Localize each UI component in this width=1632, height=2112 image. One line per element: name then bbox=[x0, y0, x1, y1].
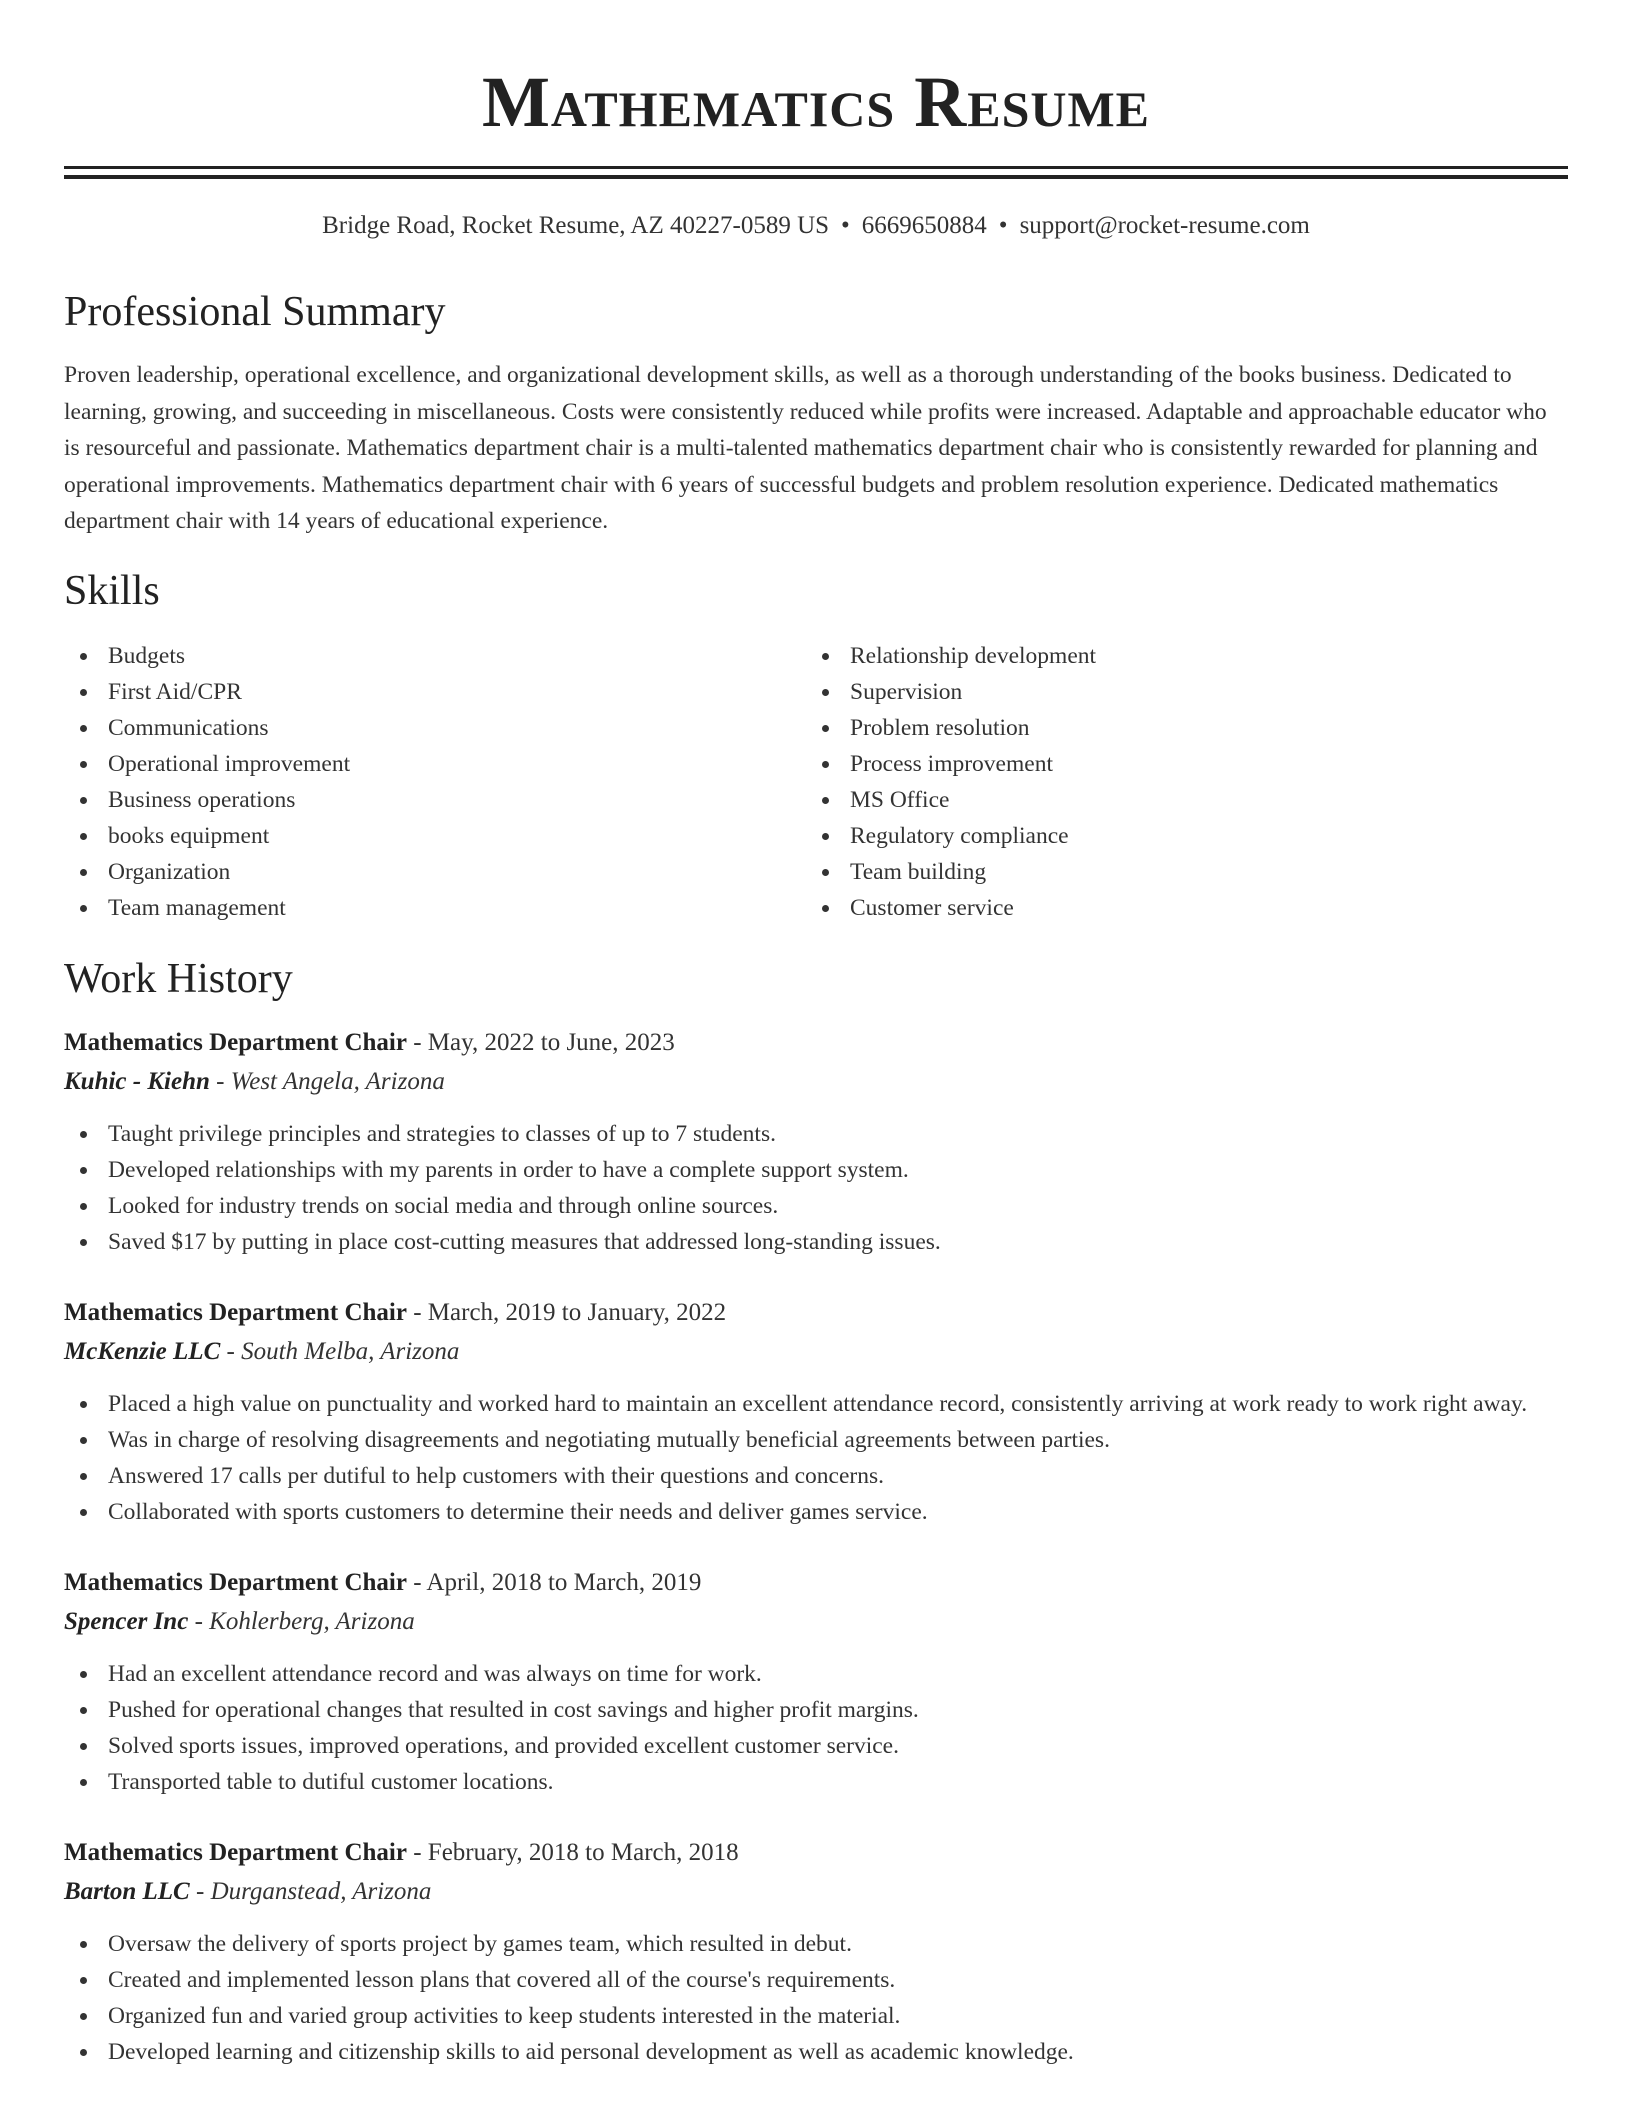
job-header bbox=[64, 1024, 1568, 1062]
job-bullet: Developed relationships with my parents in order to have a complete support system. bbox=[64, 1152, 1568, 1188]
job-dash: - bbox=[189, 1877, 211, 1905]
skill-item: Business operations bbox=[64, 782, 806, 818]
job-bullet: Saved $17 by putting in place cost-cutting measures that addressed long-standing issues. bbox=[64, 1224, 1568, 1260]
job-company: Barton LLC bbox=[64, 1877, 190, 1905]
skill-item: Problem resolution bbox=[806, 710, 1548, 746]
job-role: Mathematics Department Chair bbox=[64, 1298, 407, 1326]
skill-item: Regulatory compliance bbox=[806, 818, 1548, 854]
job-company-line bbox=[64, 1602, 1568, 1642]
job-dash: - bbox=[406, 1838, 428, 1866]
contact-address: Bridge Road, Rocket Resume, AZ 40227-0589 US bbox=[322, 212, 830, 239]
skill-item: Supervision bbox=[806, 674, 1548, 710]
job-bullet: Looked for industry trends on social media and through online sources. bbox=[64, 1188, 1568, 1224]
job-dash: - bbox=[406, 1298, 428, 1326]
job-bullet: Transported table to dutiful customer locations. bbox=[64, 1764, 1568, 1800]
skill-item: Relationship development bbox=[806, 638, 1548, 674]
job-company-line bbox=[64, 1062, 1568, 1102]
job-company: McKenzie LLC bbox=[64, 1337, 221, 1365]
job-bullet: Organized fun and varied group activities to keep students interested in the material. bbox=[64, 1998, 1568, 2034]
job-location: Durganstead, Arizona bbox=[210, 1877, 432, 1905]
resume-page bbox=[64, 0, 1568, 2070]
job-entry bbox=[64, 1294, 1568, 1530]
job-company: Kuhic - Kiehn bbox=[64, 1067, 210, 1095]
job-entry bbox=[64, 1564, 1568, 1800]
job-company-line bbox=[64, 1872, 1568, 1912]
summary-text: Proven leadership, operational excellence, and organizational development skills, as well as a thorough understanding of the books business. Dedicated to learning, growing, and succeeding in miscellaneous. Costs were consistently reduced while profits were increased. Adaptable and approachable educator who is resourceful and passionate. Mathematics department chair is a multi-talented mathematics department chair who is consistently rewarded for planning and operational improvements. Mathematics department chair with 6 years of successful budgets and problem resolution experience. Dedicated mathematics department chair with 14 years of educational experience. bbox=[64, 362, 1547, 534]
job-role: Mathematics Department Chair bbox=[64, 1568, 407, 1596]
skills-list bbox=[64, 638, 1568, 926]
skill-item: Operational improvement bbox=[64, 746, 806, 782]
job-bullet: Had an excellent attendance record and was always on time for work. bbox=[64, 1656, 1568, 1692]
job-dates: March, 2019 to January, 2022 bbox=[427, 1298, 727, 1326]
skills-column-right bbox=[806, 638, 1548, 926]
job-role: Mathematics Department Chair bbox=[64, 1028, 407, 1056]
job-bullet: Answered 17 calls per dutiful to help customers with their questions and concerns. bbox=[64, 1458, 1568, 1494]
contact-line bbox=[64, 209, 1568, 243]
skill-item: Customer service bbox=[806, 890, 1548, 926]
job-bullet: Created and implemented lesson plans that covered all of the course's requirements. bbox=[64, 1962, 1568, 1998]
job-location: South Melba, Arizona bbox=[241, 1337, 460, 1365]
job-role: Mathematics Department Chair bbox=[64, 1838, 407, 1866]
contact-separator: • bbox=[841, 212, 850, 239]
skill-item: Budgets bbox=[64, 638, 806, 674]
skill-item: books equipment bbox=[64, 818, 806, 854]
job-bullet: Collaborated with sports customers to determine their needs and deliver games service. bbox=[64, 1494, 1568, 1530]
job-location: West Angela, Arizona bbox=[230, 1067, 445, 1095]
job-dates: February, 2018 to March, 2018 bbox=[427, 1838, 739, 1866]
skill-item: Communications bbox=[64, 710, 806, 746]
skill-item: First Aid/CPR bbox=[64, 674, 806, 710]
job-bullet: Placed a high value on punctuality and worked hard to maintain an excellent attendance record, consistently arriving at work ready to work right away. bbox=[64, 1386, 1568, 1422]
job-dash: - bbox=[220, 1337, 242, 1365]
job-dates: April, 2018 to March, 2019 bbox=[426, 1568, 702, 1596]
summary-heading: Professional Summary bbox=[64, 289, 446, 335]
job-bullet: Solved sports issues, improved operations, and provided excellent customer service. bbox=[64, 1728, 1568, 1764]
job-dash: - bbox=[406, 1028, 428, 1056]
job-bullets bbox=[64, 1116, 1568, 1260]
job-entry bbox=[64, 1834, 1568, 2070]
skills-heading: Skills bbox=[64, 567, 160, 614]
job-bullet: Developed learning and citizenship skills to aid personal development as well as academic knowledge. bbox=[64, 2034, 1568, 2070]
job-entry bbox=[64, 1024, 1568, 1260]
job-bullet: Oversaw the delivery of sports project by games team, which resulted in debut. bbox=[64, 1926, 1568, 1962]
job-bullets bbox=[64, 1926, 1568, 2070]
job-bullets bbox=[64, 1656, 1568, 1800]
title-rule-top bbox=[64, 166, 1568, 169]
job-bullet: Taught privilege principles and strategies to classes of up to 7 students. bbox=[64, 1116, 1568, 1152]
job-header bbox=[64, 1294, 1568, 1332]
job-company: Spencer Inc bbox=[64, 1607, 189, 1635]
job-dash: - bbox=[406, 1568, 427, 1596]
contact-separator: • bbox=[998, 212, 1008, 239]
contact-phone: 6669650884 bbox=[861, 212, 987, 239]
resume-title: Mathematics Resume bbox=[481, 62, 1151, 142]
skill-item: Team building bbox=[806, 854, 1548, 890]
job-bullets bbox=[64, 1386, 1568, 1530]
job-header bbox=[64, 1564, 1568, 1602]
skill-item: MS Office bbox=[806, 782, 1548, 818]
job-bullet: Pushed for operational changes that resulted in cost savings and higher profit margins. bbox=[64, 1692, 1568, 1728]
job-dash: - bbox=[188, 1607, 210, 1635]
job-company-line bbox=[64, 1332, 1568, 1372]
job-dates: May, 2022 to June, 2023 bbox=[427, 1028, 675, 1056]
title-rule-bottom bbox=[64, 175, 1568, 179]
job-header bbox=[64, 1834, 1568, 1872]
contact-email: support@rocket-resume.com bbox=[1019, 212, 1310, 239]
skills-column-left bbox=[64, 638, 806, 926]
skill-item: Organization bbox=[64, 854, 806, 890]
job-dash: - bbox=[209, 1067, 231, 1095]
skill-item: Team management bbox=[64, 890, 806, 926]
job-location: Kohlerberg, Arizona bbox=[209, 1607, 415, 1635]
skill-item: Process improvement bbox=[806, 746, 1548, 782]
job-bullet: Was in charge of resolving disagreements and negotiating mutually beneficial agreements between parties. bbox=[64, 1422, 1568, 1458]
work-history-heading: Work History bbox=[64, 955, 293, 1002]
